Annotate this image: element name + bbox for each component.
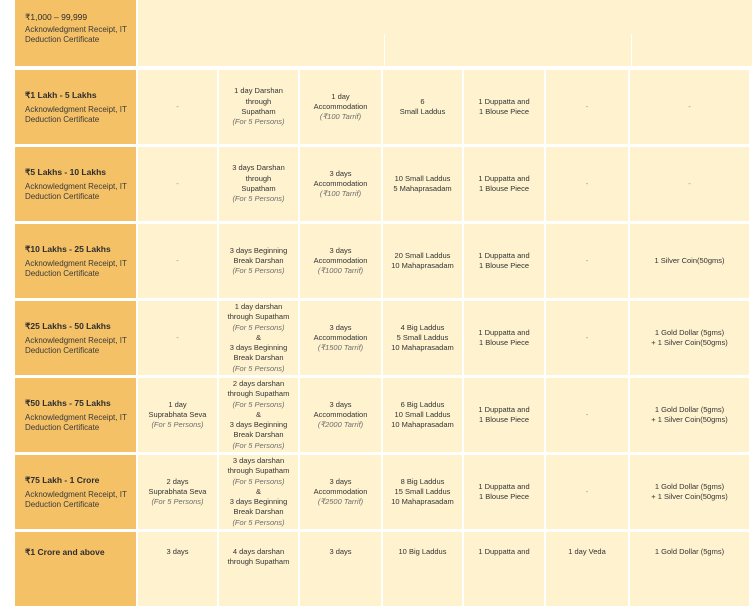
cell-line: 6 <box>420 96 425 106</box>
cell-line: Break Darshan <box>233 430 284 440</box>
cell-line: 15 Small Laddus <box>394 486 451 496</box>
cell-line: 10 Small Laddus <box>394 173 451 183</box>
cell-line: 3 days <box>329 547 352 556</box>
left-gutter <box>0 301 15 375</box>
cell-line: Accommodation <box>313 178 368 188</box>
benefit-cell-prasadam <box>383 532 462 606</box>
cell-line: + 1 Silver Coin(50gms) <box>651 492 728 501</box>
benefit-cell-veda-ashirvachanam <box>546 224 628 298</box>
tier-benefit: Acknowledgment Receipt, IT Deduction Certificate <box>25 412 127 432</box>
tier-amount: ₹50 Lakhs - 75 Lakhs <box>25 397 111 408</box>
cell-line: 1 Duppatta and <box>478 327 530 337</box>
cell-line: Suprabhata Seva <box>148 409 207 419</box>
cell-line: 2 days <box>166 476 189 486</box>
tier-benefit: Acknowledgment Receipt, IT Deduction Certificate <box>25 489 127 509</box>
cell-line: Break Darshan <box>233 353 284 363</box>
tier-row <box>0 378 752 452</box>
benefit-cell-accommodation <box>300 532 381 606</box>
tier-row <box>0 147 752 221</box>
tier-benefit: Acknowledgment Receipt, IT Deduction Certificate <box>25 104 127 124</box>
tier-amount: ₹1 Lakh - 5 Lakhs <box>25 89 97 100</box>
cell-line: Accommodation <box>313 486 368 496</box>
cell-line: (For 5 Persons) <box>232 322 285 332</box>
cell-line: (For 5 Persons) <box>232 363 285 373</box>
tier-row <box>0 70 752 144</box>
cell-line: - <box>585 332 589 342</box>
cell-line: 3 days <box>166 547 189 556</box>
header-row-amount: ₹1,000 – 99,999 <box>25 12 88 22</box>
left-gutter <box>0 532 15 606</box>
benefit-cell-coin <box>630 70 749 144</box>
tier-label <box>15 455 136 529</box>
benefit-cell-vastram <box>464 224 544 298</box>
benefit-cell-veda-ashirvachanam <box>546 378 628 452</box>
cell-line: Supatham <box>241 107 276 116</box>
cell-line: 1 Duppatta and <box>478 96 530 106</box>
benefit-cell-seva <box>138 301 217 375</box>
benefit-cell-coin <box>630 455 749 529</box>
cell-line: 2 days darshan <box>232 378 285 388</box>
tier-amount: ₹10 Lakhs - 25 Lakhs <box>25 243 111 254</box>
cell-line: through Supatham <box>227 312 290 322</box>
benefit-cell-seva <box>138 532 217 606</box>
cell-line: 1 Duppatta and <box>478 547 530 556</box>
cell-line: through Supatham <box>227 557 290 567</box>
cell-line: 1 Gold Dollar (5gms) <box>654 404 725 414</box>
cell-line: 20 Small Laddus <box>394 250 451 260</box>
benefit-cell-seva <box>138 70 217 144</box>
cell-line: (For 5 Persons) <box>232 476 285 486</box>
benefit-cell-accommodation <box>300 455 381 529</box>
cell-line: 10 Mahaprasadam <box>391 420 454 430</box>
benefit-cell-coin <box>630 532 749 606</box>
cell-line: 5 Small Laddus <box>396 332 449 342</box>
cell-line: 3 days Beginning <box>229 497 288 507</box>
cell-line: 3 days <box>329 245 352 255</box>
cell-line: & <box>255 332 261 342</box>
benefit-cell-darshan <box>219 455 298 529</box>
benefit-cell-vastram <box>464 378 544 452</box>
benefit-cell-coin <box>630 378 749 452</box>
cell-line: 1 Silver Coin(50gms) <box>654 255 725 265</box>
cell-line: (₹2500 Tarrif) <box>317 497 364 507</box>
benefit-cell-darshan <box>219 301 298 375</box>
cell-line: - <box>585 101 589 111</box>
cell-line: 1 Blouse Piece <box>478 184 530 193</box>
cell-line: (₹2000 Tarrif) <box>317 420 364 430</box>
header-row <box>0 0 752 66</box>
cell-line: 10 Big Laddus <box>398 547 447 556</box>
cell-line: 10 Small Laddus <box>394 409 451 419</box>
cell-line: & <box>255 486 261 496</box>
header-row-label <box>15 0 136 66</box>
cell-line: 3 days <box>329 168 352 178</box>
cell-line: (For 5 Persons) <box>232 399 285 409</box>
cell-line: - <box>585 486 589 496</box>
left-gutter <box>0 224 15 298</box>
benefit-cell-accommodation <box>300 224 381 298</box>
left-gutter <box>0 147 15 221</box>
cell-line: - <box>176 255 179 265</box>
benefit-cell-seva <box>138 378 217 452</box>
tier-amount: ₹1 Crore and above <box>25 547 105 557</box>
benefit-cell-veda-ashirvachanam <box>546 70 628 144</box>
cell-line: + 1 Silver Coin(50gms) <box>651 338 728 347</box>
benefit-cell-seva <box>138 224 217 298</box>
tier-amount: ₹25 Lakhs - 50 Lakhs <box>25 320 111 331</box>
cell-line: - <box>585 409 589 419</box>
cell-line: 10 Mahaprasadam <box>391 497 454 507</box>
cell-line: (For 5 Persons) <box>232 517 285 527</box>
cell-line: through Supatham <box>227 389 290 399</box>
benefit-cell-veda-ashirvachanam <box>546 455 628 529</box>
cell-line: 1 Blouse Piece <box>478 492 530 501</box>
cell-line: (For 5 Persons) <box>232 117 285 127</box>
tier-label <box>15 532 136 606</box>
tier-label <box>15 224 136 298</box>
benefit-cell-coin <box>630 147 749 221</box>
benefit-cell-darshan <box>219 378 298 452</box>
tier-row <box>0 532 752 606</box>
cell-line: + 1 Silver Coin(50gms) <box>651 415 728 424</box>
benefit-cell-darshan <box>219 532 298 606</box>
header-row-blank-area <box>138 0 752 66</box>
cell-line: 1 Blouse Piece <box>478 415 530 424</box>
cell-line: 3 days Beginning <box>229 245 288 255</box>
benefit-cell-veda-ashirvachanam <box>546 147 628 221</box>
cell-line: 3 days <box>329 399 352 409</box>
cell-line: - <box>585 178 589 188</box>
benefit-cell-seva <box>138 147 217 221</box>
cell-line: (For 5 Persons) <box>232 266 285 276</box>
benefit-cell-darshan <box>219 147 298 221</box>
benefit-cell-prasadam <box>383 378 462 452</box>
tier-label <box>15 378 136 452</box>
cell-line: 1 Duppatta and <box>478 173 530 183</box>
cell-line: (For 5 Persons) <box>151 497 204 507</box>
cell-line: (For 5 Persons) <box>151 420 204 430</box>
benefit-cell-accommodation <box>300 378 381 452</box>
cell-line: 4 Big Laddus <box>400 322 445 332</box>
cell-line: 1 Gold Dollar (5gms) <box>654 481 725 491</box>
cell-line: Accommodation <box>313 255 368 265</box>
cell-line: through Supatham <box>227 466 290 476</box>
cell-line: Accommodation <box>313 332 368 342</box>
benefit-cell-prasadam <box>383 147 462 221</box>
cell-line: 5 Mahaprasadam <box>393 184 452 193</box>
cell-line: - <box>176 178 179 188</box>
benefit-cell-vastram <box>464 532 544 606</box>
cell-line: 1 Gold Dollar (5gms) <box>654 547 725 556</box>
benefit-cell-prasadam <box>383 224 462 298</box>
cell-line: 1 day Veda <box>568 547 606 556</box>
cell-line: 1 Gold Dollar (5gms) <box>654 327 725 337</box>
cell-line: 1 Duppatta and <box>478 250 530 260</box>
benefit-cell-darshan <box>219 224 298 298</box>
tier-benefit: Acknowledgment Receipt, IT Deduction Certificate <box>25 181 127 201</box>
cell-line: Accommodation <box>313 101 368 111</box>
cell-line: (For 5 Persons) <box>232 440 285 450</box>
cell-line: Accommodation <box>313 409 368 419</box>
cell-line: Break Darshan <box>233 507 284 517</box>
cell-line: 10 Mahaprasadam <box>391 343 454 353</box>
benefit-cell-vastram <box>464 147 544 221</box>
tier-label <box>15 147 136 221</box>
cell-line: - <box>176 332 179 342</box>
left-gutter <box>0 378 15 452</box>
benefit-cell-accommodation <box>300 70 381 144</box>
benefit-cell-coin <box>630 224 749 298</box>
benefit-cell-seva <box>138 455 217 529</box>
header-row-benefit: Acknowledgment Receipt, IT Deduction Certificate <box>25 25 127 44</box>
cell-line: through <box>245 96 272 106</box>
tier-label <box>15 301 136 375</box>
cell-line: through <box>245 173 272 183</box>
cell-line: 6 Big Laddus <box>400 399 445 409</box>
tier-row <box>0 455 752 529</box>
cell-line: 1 Blouse Piece <box>478 107 530 116</box>
benefit-cell-darshan <box>219 70 298 144</box>
benefit-cell-veda-ashirvachanam <box>546 532 628 606</box>
tier-label <box>15 70 136 144</box>
cell-line: Break Darshan <box>233 255 284 265</box>
cell-line: 4 days darshan <box>232 547 285 556</box>
tier-benefit: Acknowledgment Receipt, IT Deduction Certificate <box>25 335 127 355</box>
cell-line: 3 days darshan <box>232 455 285 465</box>
cell-line: (For 5 Persons) <box>232 194 285 204</box>
tier-row <box>0 301 752 375</box>
cell-line: - <box>585 255 589 265</box>
cell-line: 3 days Beginning <box>229 343 288 353</box>
tier-amount: ₹75 Lakh - 1 Crore <box>25 474 100 485</box>
cell-line: 1 Blouse Piece <box>478 261 530 270</box>
cell-line: & <box>255 409 261 419</box>
cell-line: - <box>176 101 179 111</box>
cell-line: Suprabhata Seva <box>148 486 207 496</box>
cell-line: 3 days <box>329 322 352 332</box>
benefit-cell-vastram <box>464 70 544 144</box>
cell-line: - <box>688 178 691 188</box>
cell-line: Small Laddus <box>399 107 446 116</box>
cell-line: 3 days Beginning <box>229 420 288 430</box>
cell-line: 1 day <box>168 399 187 409</box>
tier-amount: ₹5 Lakhs - 10 Lakhs <box>25 166 106 177</box>
benefit-cell-accommodation <box>300 147 381 221</box>
cell-line: (₹1000 Tarrif) <box>317 266 364 276</box>
cell-line: 8 Big Laddus <box>400 476 445 486</box>
cell-line: (₹1500 Tarrif) <box>317 343 364 353</box>
benefit-cell-vastram <box>464 455 544 529</box>
cell-line: (₹100 Tarrif) <box>319 112 362 122</box>
tier-row <box>0 224 752 298</box>
benefit-cell-coin <box>630 301 749 375</box>
left-gutter <box>0 0 15 66</box>
cell-line: 1 Duppatta and <box>478 481 530 491</box>
benefit-cell-accommodation <box>300 301 381 375</box>
cell-line: 1 day Darshan <box>234 86 283 96</box>
cell-line: Supatham <box>241 184 276 193</box>
cell-line: 3 days Darshan <box>232 163 285 173</box>
cell-line: - <box>688 101 691 111</box>
cell-line: 1 day <box>331 91 350 101</box>
benefit-cell-prasadam <box>383 455 462 529</box>
left-gutter <box>0 70 15 144</box>
benefit-cell-vastram <box>464 301 544 375</box>
cell-line: 3 days <box>329 476 352 486</box>
cell-line: 1 Duppatta and <box>478 404 530 414</box>
cell-line: (₹100 Tarrif) <box>319 189 362 199</box>
cell-line: 10 Mahaprasadam <box>391 261 454 270</box>
cell-line: 1 day darshan <box>234 301 283 311</box>
left-gutter <box>0 455 15 529</box>
cell-line: 1 Blouse Piece <box>478 338 530 347</box>
benefit-cell-veda-ashirvachanam <box>546 301 628 375</box>
benefit-cell-prasadam <box>383 301 462 375</box>
benefit-cell-prasadam <box>383 70 462 144</box>
tier-benefit: Acknowledgment Receipt, IT Deduction Certificate <box>25 258 127 278</box>
